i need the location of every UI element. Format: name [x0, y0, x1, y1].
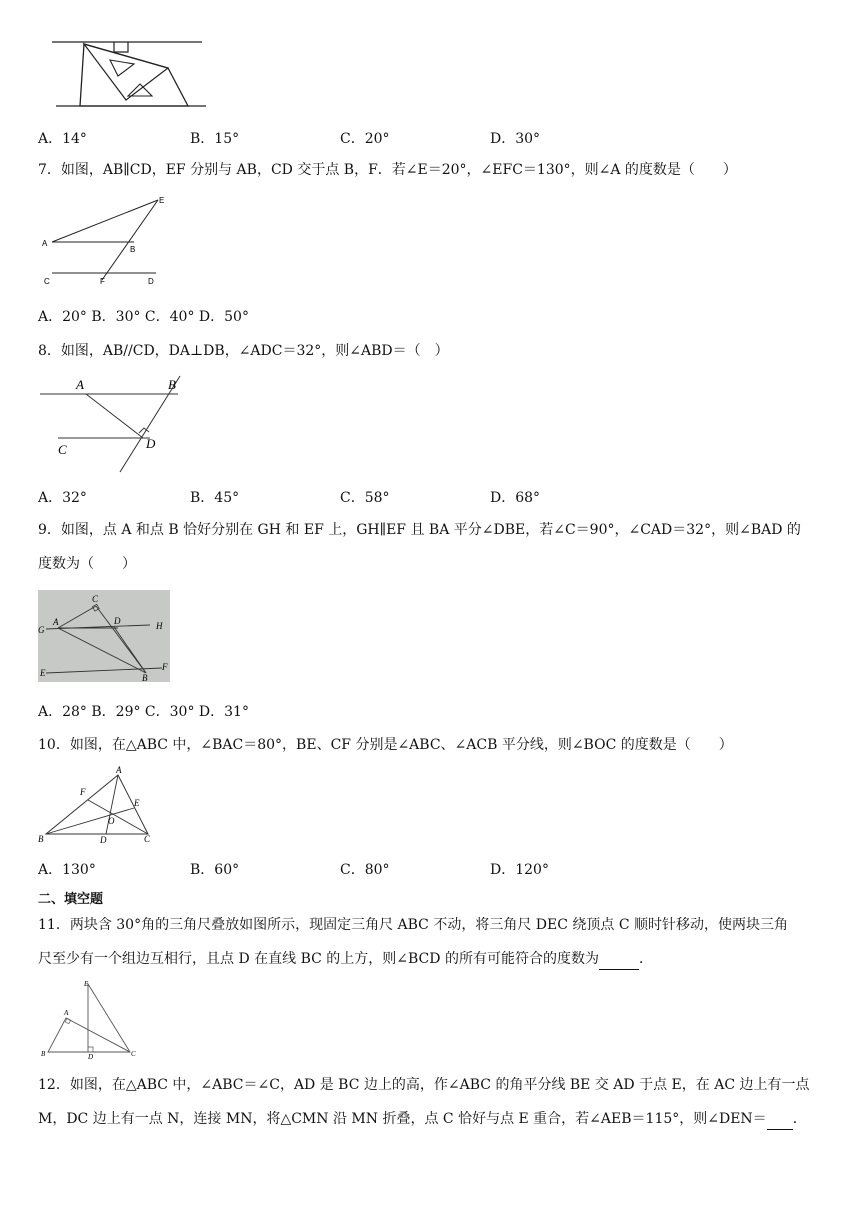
q10-option-d[interactable]: D．120° — [490, 862, 549, 878]
q8-option-c[interactable]: C．58° — [340, 490, 390, 506]
q11-answer-blank[interactable] — [599, 949, 639, 970]
q8-stem: 8．如图，AB//CD，DA⊥DB，∠ADC＝32°，则∠ABD＝（ ） — [38, 343, 449, 359]
q10-label-c: C — [144, 834, 151, 844]
q11-line2 — [38, 949, 653, 970]
q9-label-f: F — [162, 662, 168, 672]
q9-stem-line1: 9．如图，点 A 和点 B 恰好分别在 GH 和 EF 上，GH∥EF 且 BA 平分∠DBE，若∠C＝90°，∠CAD＝32°，则∠BAD 的 — [38, 522, 801, 538]
q10-stem: 10．如图，在△ABC 中，∠BAC＝80°，BE、CF 分别是∠ABC、∠ACB 平分线，则∠BOC 的度数是（ ） — [38, 737, 733, 753]
q7-label-c: C — [44, 277, 50, 286]
q11-label-b: B — [41, 1050, 46, 1058]
q6-option-d[interactable]: D．30° — [490, 131, 541, 147]
q10-label-a: A — [116, 766, 122, 775]
q9-options[interactable]: A．28° B．29° C．30° D．31° — [38, 704, 249, 720]
q9-label-h: H — [156, 621, 163, 631]
q9-label-e: E — [40, 668, 46, 678]
q12-line2 — [38, 1109, 807, 1130]
q10-label-b: B — [38, 834, 44, 844]
q7-label-b: B — [130, 245, 136, 254]
q12-line1: 12．如图，在△ABC 中，∠ABC＝∠C，AD 是 BC 边上的高，作∠ABC 的角平分线 BE 交 AD 于点 E，在 AC 边上有一点 — [38, 1077, 810, 1093]
q9-figure — [38, 590, 170, 682]
q10-option-b[interactable]: B．60° — [190, 862, 240, 878]
section-heading: 二、填空题 — [38, 892, 104, 907]
q10-option-c[interactable]: C．80° — [340, 862, 390, 878]
q7-label-a: A — [42, 239, 48, 248]
q8-figure — [38, 372, 198, 474]
q12-line2-end: ． — [792, 1111, 807, 1127]
q7-figure — [38, 194, 168, 286]
q12-line2-text: M，DC 边上有一点 N，连接 MN，将△CMN 沿 MN 折叠，点 C 恰好与点 E 重合，若∠AEB＝115°，则∠DEN＝ — [38, 1111, 767, 1127]
q8-label-a: A — [76, 377, 84, 392]
q9-label-b: B — [142, 673, 148, 682]
q6-option-b[interactable]: B．15° — [190, 131, 240, 147]
q9-label-c: C — [92, 594, 99, 604]
q8-option-d[interactable]: D．68° — [490, 490, 541, 506]
q8-option-b[interactable]: B．45° — [190, 490, 240, 506]
q6-figure — [48, 38, 208, 110]
q11-label-c: C — [131, 1050, 136, 1058]
q11-label-d: D — [88, 1053, 94, 1060]
q7-options[interactable]: A．20° B．30° C．40° D．50° — [38, 309, 249, 325]
q11-label-e: E — [84, 980, 89, 988]
q7-label-f: F — [100, 277, 105, 286]
q8-label-b: B — [168, 377, 176, 392]
q10-label-f: F — [80, 787, 86, 797]
q7-stem: 7．如图，AB∥CD，EF 分别与 AB，CD 交于点 B，F．若∠E＝20°，∠EFC＝130°，则∠A 的度数是（ ） — [38, 162, 737, 178]
q6-option-a[interactable]: A．14° — [38, 131, 87, 147]
q9-label-a: A — [53, 617, 59, 627]
q7-label-d: D — [148, 277, 154, 286]
q8-label-d: D — [146, 436, 156, 451]
q10-figure — [38, 766, 158, 846]
q11-figure — [38, 978, 148, 1060]
q9-label-g: G — [38, 625, 45, 635]
q11-line1: 11．两块含 30°角的三角尺叠放如图所示，现固定三角尺 ABC 不动，将三角尺 DEC 绕顶点 C 顺时针移动，使两块三角 — [38, 917, 789, 933]
q6-option-c[interactable]: C．20° — [340, 131, 390, 147]
q11-label-a: A — [64, 1009, 69, 1017]
q9-stem-line2: 度数为（ ） — [38, 556, 136, 572]
q10-label-e: E — [134, 798, 140, 808]
q10-label-o: O — [108, 816, 115, 826]
q8-label-c: C — [58, 442, 67, 457]
q11-line2-text: 尺至少有一个组边互相行，且点 D 在直线 BC 的上方，则∠BCD 的所有可能符合的度数为 — [38, 951, 599, 967]
q7-label-e: E — [159, 196, 165, 205]
q10-option-a[interactable]: A．130° — [38, 862, 96, 878]
q11-line2-end: ． — [638, 951, 653, 967]
q9-label-d: D — [114, 616, 121, 626]
q8-option-a[interactable]: A．32° — [38, 490, 87, 506]
q10-label-d: D — [100, 835, 107, 845]
q12-answer-blank[interactable] — [767, 1109, 793, 1130]
